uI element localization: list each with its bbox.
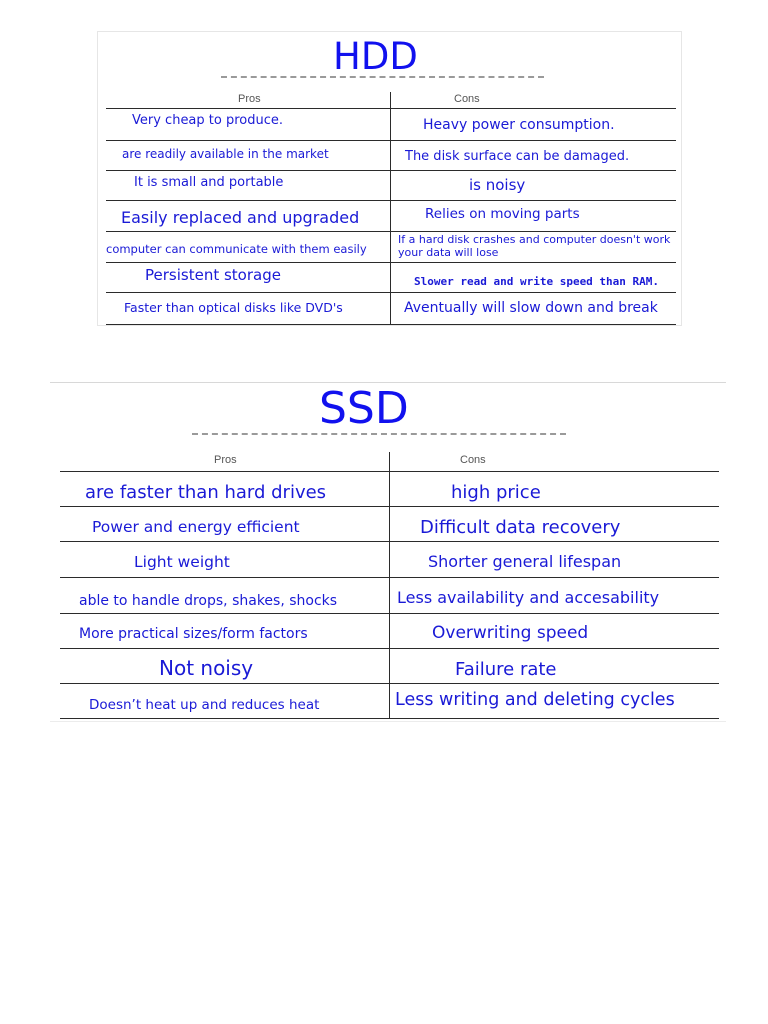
hdd-row-rule (106, 200, 676, 201)
ssd-pro-item: Power and energy efficient (92, 518, 300, 536)
hdd-cons-header: Cons (454, 93, 480, 105)
ssd-pros-header: Pros (214, 454, 237, 466)
hdd-con-item: If a hard disk crashes and computer doesn't work your data will lose (398, 233, 671, 259)
hdd-title: HDD (333, 35, 418, 78)
hdd-title-underline (221, 76, 544, 78)
hdd-pro-item: computer can communicate with them easily (106, 242, 367, 256)
ssd-pro-item: are faster than hard drives (85, 482, 327, 503)
hdd-pro-item: Very cheap to produce. (132, 113, 284, 128)
ssd-con-item: high price (451, 482, 541, 503)
ssd-row-rule (60, 506, 719, 507)
ssd-row-rule (60, 648, 719, 649)
hdd-row-rule (106, 231, 676, 232)
hdd-row-rule (106, 324, 676, 325)
hdd-pro-item: are readily available in the market (122, 147, 329, 161)
ssd-con-item: Difficult data recovery (420, 517, 621, 538)
ssd-cons-header: Cons (460, 454, 486, 466)
ssd-row-rule (60, 683, 719, 684)
hdd-row-rule (106, 140, 676, 141)
ssd-pro-item: able to handle drops, shakes, shocks (79, 593, 338, 609)
ssd-row-rule (60, 541, 719, 542)
hdd-con-item: is noisy (469, 176, 526, 194)
hdd-pro-item: Easily replaced and upgraded (121, 208, 360, 227)
ssd-row-rule (60, 613, 719, 614)
hdd-row-rule (106, 262, 676, 263)
hdd-comparison-panel (97, 31, 682, 326)
ssd-row-rule (60, 577, 719, 578)
ssd-column-divider (389, 452, 390, 719)
hdd-pro-item: It is small and portable (134, 175, 284, 190)
hdd-column-divider (390, 92, 391, 325)
hdd-pros-header: Pros (238, 93, 261, 105)
hdd-con-item: Heavy power consumption. (423, 117, 615, 133)
hdd-con-item: Slower read and write speed than RAM. (414, 275, 660, 288)
ssd-pro-item: Doesn’t heat up and reduces heat (89, 697, 320, 713)
ssd-title: SSD (319, 383, 409, 434)
hdd-row-rule (106, 108, 676, 109)
ssd-con-item: Less writing and deleting cycles (395, 690, 675, 710)
ssd-pro-item: Not noisy (159, 656, 254, 680)
ssd-row-rule (60, 718, 719, 719)
hdd-con-item: Aventually will slow down and break (404, 300, 658, 316)
ssd-con-item: Less availability and accesability (397, 588, 660, 607)
ssd-con-item: Shorter general lifespan (428, 552, 622, 571)
hdd-row-rule (106, 170, 676, 171)
hdd-con-item: The disk surface can be damaged. (405, 149, 630, 164)
hdd-row-rule (106, 292, 676, 293)
ssd-pro-item: Light weight (134, 553, 230, 571)
hdd-pro-item: Faster than optical disks like DVD's (124, 300, 343, 315)
hdd-pro-item: Persistent storage (145, 266, 281, 284)
ssd-pro-item: More practical sizes/form factors (79, 626, 308, 642)
ssd-con-item: Failure rate (455, 659, 557, 680)
ssd-row-rule (60, 471, 719, 472)
ssd-title-underline (192, 433, 566, 435)
hdd-con-item: Relies on moving parts (425, 206, 580, 222)
ssd-con-item: Overwriting speed (432, 623, 589, 643)
ssd-comparison-panel (50, 382, 726, 722)
